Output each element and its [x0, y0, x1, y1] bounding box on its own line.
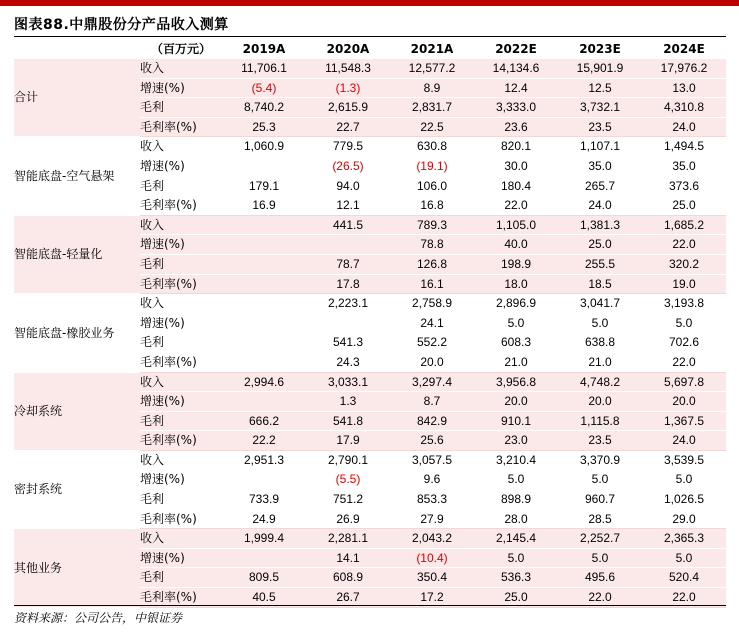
- value-cell: [222, 392, 306, 412]
- value-cell: 608.3: [474, 333, 558, 353]
- value-cell: 5.0: [558, 313, 642, 333]
- value-cell: 8.9: [390, 78, 474, 98]
- value-cell: [222, 352, 306, 372]
- value-cell: 11,548.3: [306, 59, 390, 78]
- value-cell: 11,706.1: [222, 59, 306, 78]
- value-cell: 18.0: [474, 274, 558, 294]
- value-cell: 19.0: [642, 274, 726, 294]
- value-cell: 24.1: [390, 313, 474, 333]
- metric-label: 毛利: [140, 176, 222, 196]
- header-year: 2019A: [242, 42, 286, 56]
- value-cell: [306, 313, 390, 333]
- value-cell: 12,577.2: [390, 59, 474, 78]
- value-cell: 350.4: [390, 568, 474, 588]
- value-cell: (10.4): [390, 548, 474, 568]
- value-cell: 960.7: [558, 490, 642, 510]
- value-cell: 17,976.2: [642, 59, 726, 78]
- metric-label: 收入: [140, 372, 222, 392]
- value-cell: 789.3: [390, 215, 474, 235]
- metric-label: 增速(%): [140, 313, 222, 333]
- segment-name: 合计: [14, 59, 140, 137]
- value-cell: 24.9: [222, 509, 306, 529]
- segment-name: 智能底盘-轻量化: [14, 215, 140, 293]
- value-cell: 2,790.1: [306, 450, 390, 470]
- metric-label: 毛利率(%): [140, 117, 222, 137]
- segment-name: 其他业务: [14, 529, 140, 607]
- value-cell: 2,615.9: [306, 98, 390, 118]
- value-cell: 441.5: [306, 215, 390, 235]
- value-cell: 17.9: [306, 431, 390, 451]
- value-cell: 25.0: [642, 196, 726, 216]
- value-cell: [222, 215, 306, 235]
- value-cell: 23.5: [558, 117, 642, 137]
- value-cell: (19.1): [390, 156, 474, 176]
- value-cell: (5.5): [306, 470, 390, 490]
- value-cell: 520.4: [642, 568, 726, 588]
- value-cell: 5.0: [642, 470, 726, 490]
- value-cell: [222, 274, 306, 294]
- value-cell: 3,539.5: [642, 450, 726, 470]
- metric-label: 毛利率(%): [140, 588, 222, 608]
- value-cell: 17.2: [390, 588, 474, 608]
- value-cell: 2,043.2: [390, 529, 474, 549]
- value-cell: 20.0: [642, 392, 726, 412]
- value-cell: 255.5: [558, 254, 642, 274]
- value-cell: 24.0: [558, 196, 642, 216]
- value-cell: 541.3: [306, 333, 390, 353]
- value-cell: 16.8: [390, 196, 474, 216]
- segment-name: 智能底盘-空气悬架: [14, 137, 140, 215]
- value-cell: 552.2: [390, 333, 474, 353]
- value-cell: 22.0: [642, 235, 726, 255]
- table-row: [14, 137, 726, 157]
- value-cell: 3,333.0: [474, 98, 558, 118]
- segment-group: [14, 294, 726, 372]
- value-cell: 20.0: [558, 392, 642, 412]
- value-cell: 40.0: [474, 235, 558, 255]
- value-cell: 23.0: [474, 431, 558, 451]
- value-cell: 809.5: [222, 568, 306, 588]
- value-cell: 638.8: [558, 333, 642, 353]
- metric-label: 毛利: [140, 568, 222, 588]
- value-cell: 2,145.4: [474, 529, 558, 549]
- value-cell: 3,732.1: [558, 98, 642, 118]
- metric-label: 毛利率(%): [140, 196, 222, 216]
- value-cell: 853.3: [390, 490, 474, 510]
- value-cell: 1,105.0: [474, 215, 558, 235]
- value-cell: 94.0: [306, 176, 390, 196]
- value-cell: 22.0: [474, 196, 558, 216]
- metric-label: 毛利率(%): [140, 352, 222, 372]
- header-year: 2020A: [326, 42, 370, 56]
- value-cell: 2,896.9: [474, 294, 558, 314]
- value-cell: 265.7: [558, 176, 642, 196]
- value-cell: 3,956.8: [474, 372, 558, 392]
- value-cell: 373.6: [642, 176, 726, 196]
- value-cell: 78.8: [390, 235, 474, 255]
- value-cell: 126.8: [390, 254, 474, 274]
- metric-label: 增速(%): [140, 548, 222, 568]
- value-cell: 3,033.1: [306, 372, 390, 392]
- header-year: 2024E: [663, 42, 705, 56]
- metric-label: 毛利率(%): [140, 274, 222, 294]
- value-cell: 1,494.5: [642, 137, 726, 157]
- value-cell: 28.0: [474, 509, 558, 529]
- value-cell: 21.0: [474, 352, 558, 372]
- value-cell: 2,994.6: [222, 372, 306, 392]
- value-cell: 15,901.9: [558, 59, 642, 78]
- value-cell: 320.2: [642, 254, 726, 274]
- value-cell: 3,057.5: [390, 450, 474, 470]
- value-cell: 5.0: [474, 313, 558, 333]
- metric-label: 增速(%): [140, 470, 222, 490]
- header-unit: （百万元）: [150, 42, 211, 56]
- value-cell: 630.8: [390, 137, 474, 157]
- value-cell: (26.5): [306, 156, 390, 176]
- value-cell: 910.1: [474, 411, 558, 431]
- value-cell: 2,831.7: [390, 98, 474, 118]
- value-cell: 40.5: [222, 588, 306, 608]
- value-cell: 5.0: [642, 548, 726, 568]
- value-cell: 25.0: [474, 588, 558, 608]
- value-cell: 22.7: [306, 117, 390, 137]
- header-blank: [14, 39, 140, 59]
- value-cell: 12.4: [474, 78, 558, 98]
- value-cell: 23.5: [558, 431, 642, 451]
- value-cell: 14,134.6: [474, 59, 558, 78]
- value-cell: 733.9: [222, 490, 306, 510]
- metric-label: 增速(%): [140, 78, 222, 98]
- value-cell: 751.2: [306, 490, 390, 510]
- value-cell: 20.0: [390, 352, 474, 372]
- segment-group: [14, 372, 726, 450]
- metric-label: 毛利: [140, 490, 222, 510]
- metric-label: 收入: [140, 529, 222, 549]
- value-cell: 180.4: [474, 176, 558, 196]
- value-cell: 25.0: [558, 235, 642, 255]
- value-cell: 26.7: [306, 588, 390, 608]
- value-cell: 608.9: [306, 568, 390, 588]
- value-cell: 3,370.9: [558, 450, 642, 470]
- title-rule: [14, 36, 726, 37]
- value-cell: 23.6: [474, 117, 558, 137]
- metric-label: 收入: [140, 215, 222, 235]
- segment-group: [14, 529, 726, 607]
- metric-label: 毛利: [140, 254, 222, 274]
- top-accent-bar: [0, 0, 739, 6]
- value-cell: 5,697.8: [642, 372, 726, 392]
- value-cell: 4,310.8: [642, 98, 726, 118]
- value-cell: 5.0: [558, 470, 642, 490]
- header-year: 2022E: [495, 42, 537, 56]
- header-row: [14, 39, 726, 59]
- value-cell: 35.0: [642, 156, 726, 176]
- value-cell: 2,758.9: [390, 294, 474, 314]
- value-cell: 842.9: [390, 411, 474, 431]
- value-cell: 1,685.2: [642, 215, 726, 235]
- value-cell: 1,115.8: [558, 411, 642, 431]
- value-cell: 4,748.2: [558, 372, 642, 392]
- value-cell: 13.0: [642, 78, 726, 98]
- metric-label: 毛利率(%): [140, 509, 222, 529]
- value-cell: 666.2: [222, 411, 306, 431]
- value-cell: [222, 313, 306, 333]
- value-cell: 106.0: [390, 176, 474, 196]
- metric-label: 毛利率(%): [140, 431, 222, 451]
- metric-label: 增速(%): [140, 392, 222, 412]
- table-row: [14, 59, 726, 78]
- value-cell: 8,740.2: [222, 98, 306, 118]
- value-cell: 5.0: [474, 470, 558, 490]
- value-cell: 179.1: [222, 176, 306, 196]
- metric-label: 收入: [140, 294, 222, 314]
- value-cell: [222, 235, 306, 255]
- value-cell: 22.0: [642, 352, 726, 372]
- source-note: 资料来源：公司公告，中银证券: [14, 611, 183, 625]
- segment-name: 冷却系统: [14, 372, 140, 450]
- value-cell: 18.5: [558, 274, 642, 294]
- value-cell: 21.0: [558, 352, 642, 372]
- value-cell: 12.5: [558, 78, 642, 98]
- value-cell: 3,041.7: [558, 294, 642, 314]
- header-year: 2023E: [579, 42, 621, 56]
- metric-label: 收入: [140, 137, 222, 157]
- revenue-table: [14, 39, 726, 608]
- value-cell: 28.5: [558, 509, 642, 529]
- value-cell: 16.9: [222, 196, 306, 216]
- value-cell: 1,060.9: [222, 137, 306, 157]
- value-cell: 495.6: [558, 568, 642, 588]
- value-cell: 3,193.8: [642, 294, 726, 314]
- value-cell: 22.0: [558, 588, 642, 608]
- value-cell: (5.4): [222, 78, 306, 98]
- value-cell: [222, 156, 306, 176]
- metric-label: 收入: [140, 59, 222, 78]
- value-cell: 2,365.3: [642, 529, 726, 549]
- value-cell: 1,107.1: [558, 137, 642, 157]
- value-cell: 702.6: [642, 333, 726, 353]
- value-cell: 22.0: [642, 588, 726, 608]
- value-cell: [222, 254, 306, 274]
- table-row: [14, 372, 726, 392]
- header-year: 2021A: [410, 42, 454, 56]
- metric-label: 毛利: [140, 333, 222, 353]
- value-cell: 5.0: [642, 313, 726, 333]
- metric-label: 增速(%): [140, 156, 222, 176]
- segment-group: [14, 215, 726, 293]
- value-cell: 3,297.4: [390, 372, 474, 392]
- metric-label: 收入: [140, 450, 222, 470]
- value-cell: 8.7: [390, 392, 474, 412]
- value-cell: 24.0: [642, 117, 726, 137]
- value-cell: 27.9: [390, 509, 474, 529]
- value-cell: 24.0: [642, 431, 726, 451]
- value-cell: 1,367.5: [642, 411, 726, 431]
- value-cell: 14.1: [306, 548, 390, 568]
- value-cell: 198.9: [474, 254, 558, 274]
- value-cell: 2,223.1: [306, 294, 390, 314]
- value-cell: 2,252.7: [558, 529, 642, 549]
- value-cell: 5.0: [558, 548, 642, 568]
- value-cell: 24.3: [306, 352, 390, 372]
- value-cell: [306, 235, 390, 255]
- metric-label: 增速(%): [140, 235, 222, 255]
- value-cell: 2,951.3: [222, 450, 306, 470]
- table-row: [14, 294, 726, 314]
- value-cell: [222, 333, 306, 353]
- metric-label: 毛利: [140, 98, 222, 118]
- value-cell: 25.3: [222, 117, 306, 137]
- metric-label: 毛利: [140, 411, 222, 431]
- value-cell: 898.9: [474, 490, 558, 510]
- value-cell: 779.5: [306, 137, 390, 157]
- value-cell: 541.8: [306, 411, 390, 431]
- value-cell: [222, 294, 306, 314]
- value-cell: 9.6: [390, 470, 474, 490]
- value-cell: 1,381.3: [558, 215, 642, 235]
- value-cell: 35.0: [558, 156, 642, 176]
- value-cell: 16.1: [390, 274, 474, 294]
- table-row: [14, 529, 726, 549]
- value-cell: 536.3: [474, 568, 558, 588]
- value-cell: 26.9: [306, 509, 390, 529]
- value-cell: 820.1: [474, 137, 558, 157]
- value-cell: 20.0: [474, 392, 558, 412]
- value-cell: 22.2: [222, 431, 306, 451]
- value-cell: 1,026.5: [642, 490, 726, 510]
- value-cell: 5.0: [474, 548, 558, 568]
- value-cell: [222, 548, 306, 568]
- figure-title: 图表88.中鼎股份分产品收入测算: [14, 17, 229, 33]
- segment-group: [14, 450, 726, 528]
- value-cell: 25.6: [390, 431, 474, 451]
- value-cell: 30.0: [474, 156, 558, 176]
- table-row: [14, 215, 726, 235]
- segment-name: 密封系统: [14, 450, 140, 528]
- segment-group: [14, 59, 726, 137]
- bottom-rule: [14, 605, 726, 606]
- value-cell: 22.5: [390, 117, 474, 137]
- value-cell: 1,999.4: [222, 529, 306, 549]
- value-cell: 1.3: [306, 392, 390, 412]
- value-cell: 3,210.4: [474, 450, 558, 470]
- value-cell: 2,281.1: [306, 529, 390, 549]
- value-cell: 12.1: [306, 196, 390, 216]
- segment-name: 智能底盘-橡胶业务: [14, 294, 140, 372]
- value-cell: 17.8: [306, 274, 390, 294]
- segment-group: [14, 137, 726, 215]
- value-cell: [222, 470, 306, 490]
- value-cell: 29.0: [642, 509, 726, 529]
- value-cell: 78.7: [306, 254, 390, 274]
- value-cell: (1.3): [306, 78, 390, 98]
- table-row: [14, 450, 726, 470]
